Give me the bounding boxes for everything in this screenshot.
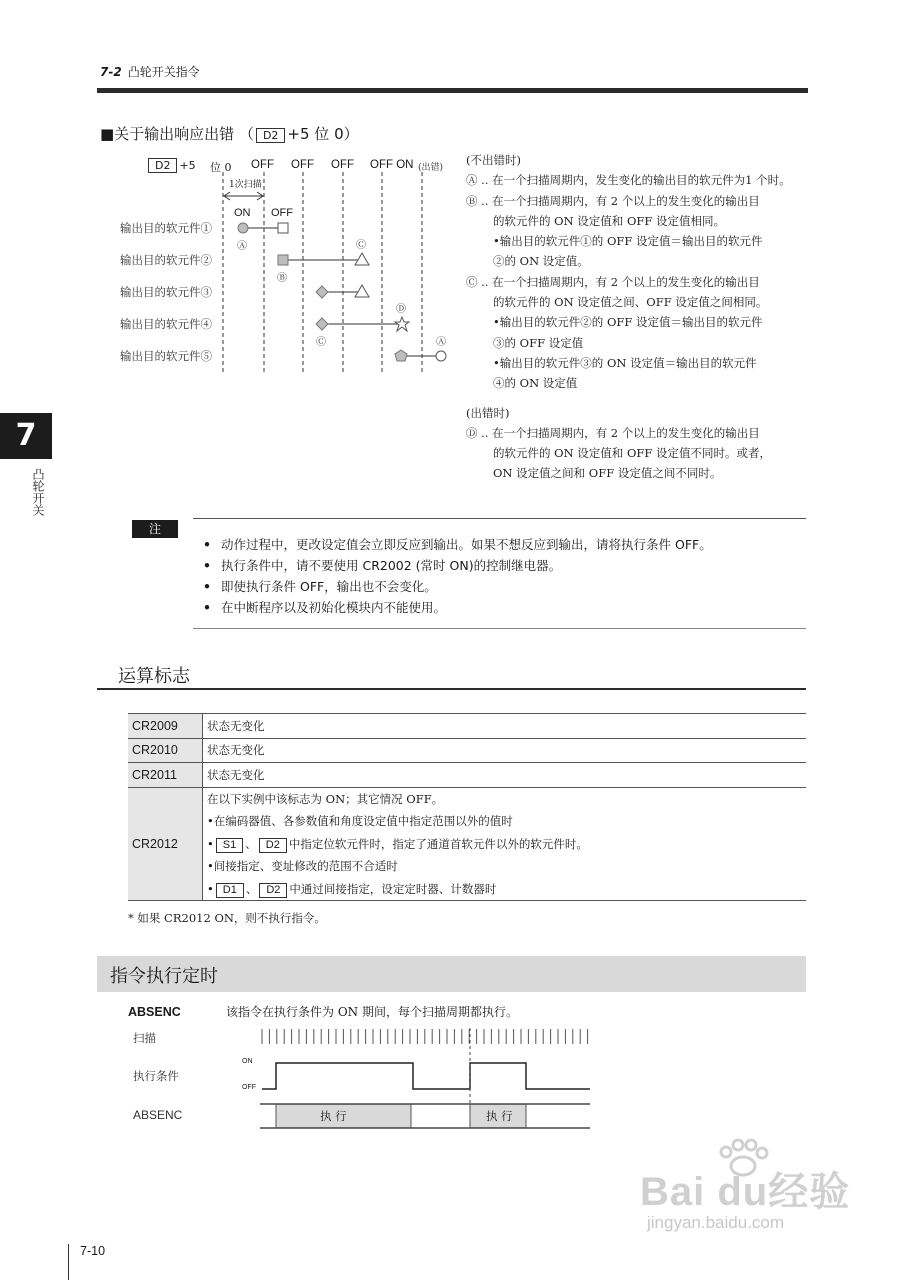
error-heading: (出错时) xyxy=(466,405,510,420)
timing-heading: 指令执行定时 xyxy=(110,966,218,987)
marker-c: Ⓒ xyxy=(356,240,366,251)
diagram-reg-box: D2 xyxy=(148,158,177,173)
note-item: • 在中断程序以及初始化模块内不能使用。 xyxy=(203,597,712,618)
exec-label: 执 行 xyxy=(320,1109,347,1123)
cr2012-line-text: 中通过间接指定，设定定时器、计数器时 xyxy=(289,881,497,896)
condition-waveform xyxy=(262,1063,590,1089)
explain-c: 的软元件的 ON 设定值之间、OFF 设定值之间相同。 xyxy=(493,295,768,310)
marker-a: Ⓐ xyxy=(436,337,446,348)
cr2012-line: • D1 、 D2 中通过间接指定，设定定时器、计数器时 xyxy=(207,881,497,896)
flags-heading: 运算标志 xyxy=(118,666,190,687)
cr2012-line: •在编码器值、各参数值和角度设定值中指定范围以外的值时 xyxy=(207,814,513,829)
cr2012-line: 在以下实例中该标志为 ON；其它情况 OFF。 xyxy=(207,791,444,806)
explain-c-sub: •输出目的软元件③的 ON 设定值＝输出目的软元件 xyxy=(493,355,757,370)
marker-d: Ⓓ xyxy=(396,304,406,315)
separator: 、 xyxy=(245,881,258,896)
note-item: • 即使执行条件 OFF，输出也不会变化。 xyxy=(203,576,712,597)
flag-value: 状态无变化 xyxy=(203,763,807,788)
timing-row-condition: 执行条件 xyxy=(133,1069,179,1083)
section-title-suffix: +5 位 0） xyxy=(287,125,359,143)
explain-d: Ⓓ .. 在一个扫描周期内，有 2 个以上的发生变化的输出目 xyxy=(466,425,760,440)
header-section-title: 凸轮开关指令 xyxy=(127,65,200,79)
diagram-row-label: 输出目的软元件① xyxy=(120,221,212,235)
diagram-off-label: OFF xyxy=(271,207,293,219)
timing-description: 该指令在执行条件为 ON 期间，每个扫描周期都执行。 xyxy=(226,1005,518,1019)
page-margin-line xyxy=(68,1244,69,1280)
note-item: • 执行条件中，请不要使用 CR2002 (常时 ON)的控制继电器。 xyxy=(203,555,712,576)
flag-value: 状态无变化 xyxy=(203,714,807,739)
diagram-error-label: (出错) xyxy=(418,163,444,173)
flag-key: CR2012 xyxy=(128,787,203,901)
page-number: 7-10 xyxy=(80,1244,106,1258)
explain-c-sub: ④的 ON 设定值 xyxy=(493,376,578,391)
scan-ticks xyxy=(262,1029,588,1044)
diagram-scan-label: 1次扫描 xyxy=(229,180,262,190)
cr2012-line-text: 中指定位软元件时，指定了通道首软元件以外的软元件时。 xyxy=(288,836,588,851)
marker-b: Ⓑ xyxy=(277,273,287,284)
flag-key: CR2009 xyxy=(128,714,203,739)
diagram-col-label: OFF ON xyxy=(370,159,414,171)
chapter-tab: 7 xyxy=(0,413,52,459)
watermark-url: jingyan.baidu.com xyxy=(647,1213,785,1232)
note-item: • 动作过程中，更改设定值会立即反应到输出。如果不想反应到输出，请将执行条件 OFF。 xyxy=(203,534,712,555)
flags-footnote: * 如果 CR2012 ON，则不执行指令。 xyxy=(128,911,326,925)
timing-row-output: ABSENC xyxy=(133,1108,183,1122)
separator: 、 xyxy=(245,836,257,851)
marker-c: Ⓒ xyxy=(316,337,326,348)
explain-c-sub: •输出目的软元件②的 OFF 设定值＝输出目的软元件 xyxy=(493,315,763,330)
operand-box: D2 xyxy=(259,838,287,853)
section-title-box: D2 xyxy=(256,128,285,143)
cr2012-line: • S1 、 D2 中指定位软元件时，指定了通道首软元件以外的软元件时。 xyxy=(207,836,588,851)
explain-d: 的软元件的 ON 设定值和 OFF 设定值不同时。或者， xyxy=(493,446,771,461)
timing-off-label: OFF xyxy=(242,1084,256,1091)
explain-d: ON 设定值之间和 OFF 设定值之间不同时。 xyxy=(493,466,722,481)
exec-label: 执 行 xyxy=(486,1109,513,1123)
cr2012-line: •间接指定、变址修改的范围不合适时 xyxy=(207,859,398,874)
timing-on-label: ON xyxy=(242,1058,253,1065)
explain-b: Ⓑ .. 在一个扫描周期内，有 2 个以上的发生变化的输出目 xyxy=(466,193,760,208)
diagram-reg-suffix: +5 xyxy=(179,159,196,172)
flag-key: CR2010 xyxy=(128,738,203,763)
section-title-prefix: ■关于输出响应出错 （ xyxy=(100,125,254,143)
diagram-row-label: 输出目的软元件⑤ xyxy=(120,349,212,363)
flag-key: CR2011 xyxy=(128,763,203,788)
flag-value: 状态无变化 xyxy=(203,738,807,763)
diagram-bit-label: 位 0 xyxy=(210,161,232,174)
diagram-row-label: 输出目的软元件③ xyxy=(120,285,212,299)
diagram-col-label: OFF xyxy=(251,159,274,171)
explain-a: Ⓐ .. 在一个扫描周期内，发生变化的输出目的软元件为1 个时。 xyxy=(466,173,791,188)
timing-row-scan: 扫描 xyxy=(133,1031,156,1045)
explain-b-sub: ②的 ON 设定值。 xyxy=(493,254,589,269)
explain-b-sub: •输出目的软元件①的 OFF 设定值＝输出目的软元件 xyxy=(493,234,763,249)
watermark-brand: Bai du经验 xyxy=(640,1170,851,1214)
explain-c: Ⓒ .. 在一个扫描周期内，有 2 个以上的发生变化的输出目 xyxy=(466,274,760,289)
diagram-col-label: OFF xyxy=(291,159,314,171)
explain-b: 的软元件的 ON 设定值和 OFF 设定值相同。 xyxy=(493,213,725,228)
chapter-label: 凸轮开关 xyxy=(31,468,45,516)
marker-a: Ⓐ xyxy=(237,241,247,252)
operand-box: D1 xyxy=(216,883,244,898)
diagram-col-label: OFF xyxy=(331,159,354,171)
diagram-row-label: 输出目的软元件④ xyxy=(120,317,212,331)
operand-box: S1 xyxy=(216,838,243,853)
diagram-row-label: 输出目的软元件② xyxy=(120,253,212,267)
explain-c-sub: ③的 OFF 设定值 xyxy=(493,335,584,350)
header-section-number: 7-2 xyxy=(100,65,122,79)
timing-instruction: ABSENC xyxy=(128,1005,181,1019)
diagram-on-label: ON xyxy=(234,207,251,219)
operand-box: D2 xyxy=(259,883,287,898)
note-tag: 注 xyxy=(132,520,178,538)
no-error-heading: (不出错时) xyxy=(466,153,521,167)
